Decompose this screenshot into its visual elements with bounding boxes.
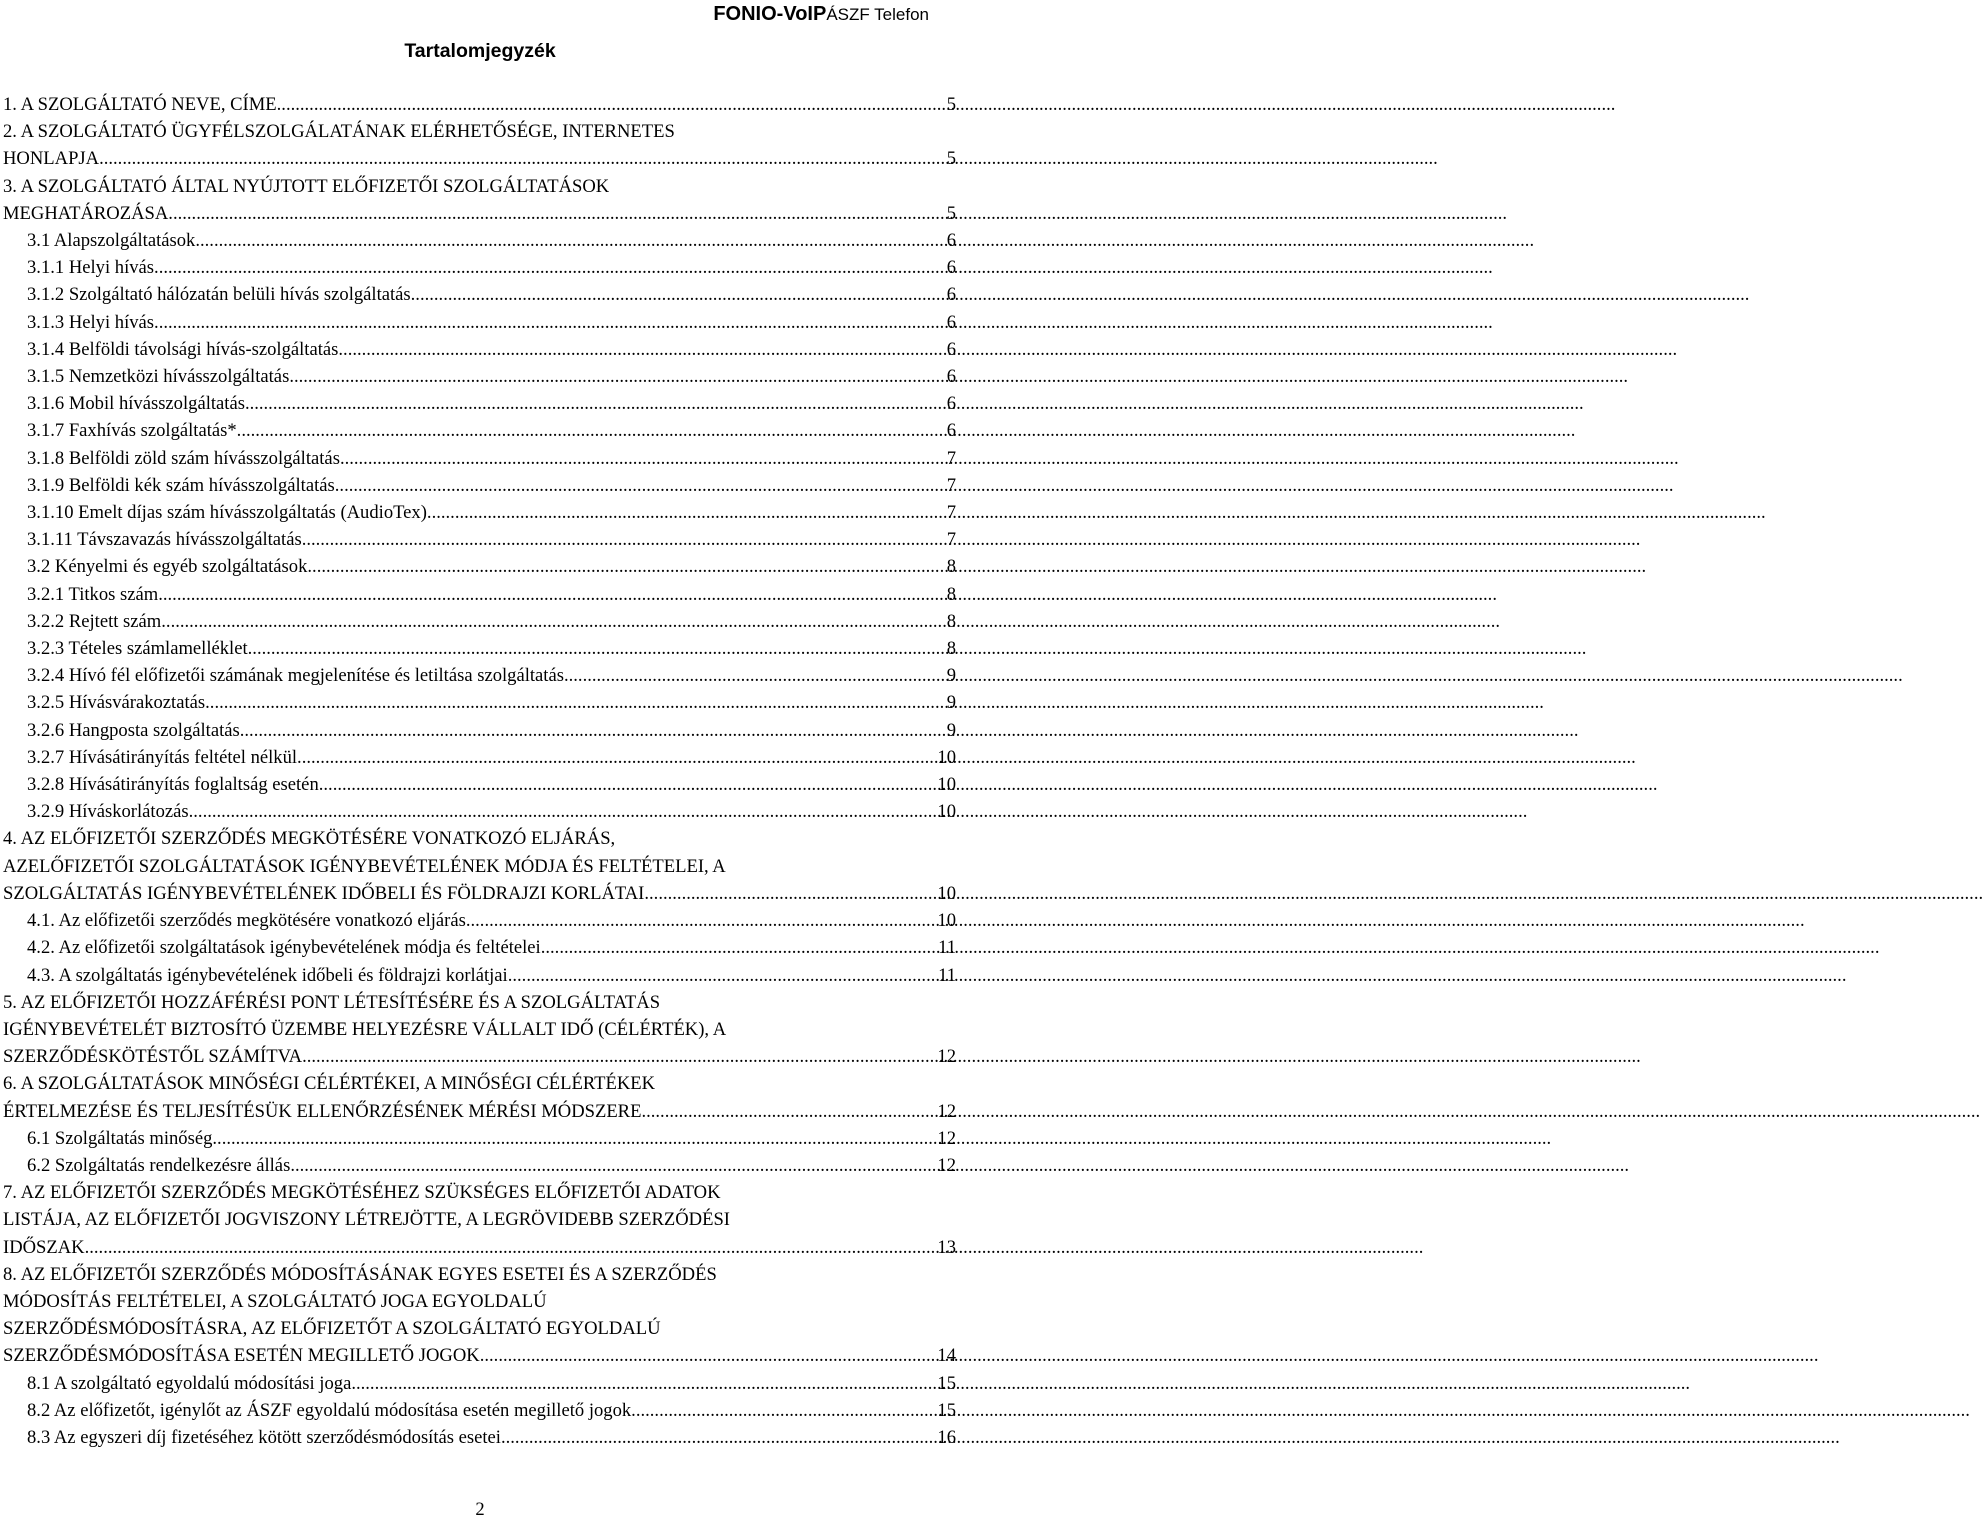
toc-entry-title: 3.1.8 Belföldi zöld szám hívásszolgáltatás: [27, 447, 340, 469]
toc-entry-page: 11: [938, 937, 956, 959]
toc-entry-title: SZERZŐDÉSMÓDOSÍTÁSA ESETÉN MEGILLETŐ JOGOK: [3, 1345, 480, 1367]
toc-entry-text-line: 4. AZ ELŐFIZETŐI SZERZŐDÉS MEGKÖTÉSÉRE VONATKOZÓ ELJÁRÁS,: [3, 828, 616, 850]
toc-entry-page: 6: [946, 366, 956, 388]
dot-leader: [564, 662, 947, 689]
toc-entry[interactable]: [3, 771, 956, 798]
toc-entry-text-line: LISTÁJA, AZ ELŐFIZETŐI JOGVISZONY LÉTREJÖTTE, A LEGRÖVIDEBB SZERZŐDÉSI: [3, 1209, 730, 1231]
toc-entry-title: HONLAPJA: [3, 148, 100, 170]
toc-entry-page: 8: [946, 638, 956, 660]
toc-entry-text-line: SZERZŐDÉSMÓDOSÍTÁSRA, AZ ELŐFIZETŐT A SZOLGÁLTATÓ EGYOLDALÚ: [3, 1318, 661, 1340]
toc-entry-title: 3.2.1 Titkos szám: [27, 583, 159, 605]
toc-entry-title: SZERZŐDÉSKÖTÉSTŐL SZÁMÍTVA: [3, 1046, 303, 1068]
toc-entry-title: MEGHATÁROZÁSA: [3, 202, 169, 224]
toc-entry[interactable]: [3, 91, 956, 118]
header-brand: FONIO-VoIP: [713, 3, 827, 25]
toc-entry-text-line: 6. A SZOLGÁLTATÁSOK MINŐSÉGI CÉLÉRTÉKEI, A MINŐSÉGI CÉLÉRTÉKEK: [3, 1073, 656, 1095]
dot-leader: [289, 363, 946, 390]
dot-leader: [205, 689, 947, 716]
toc-entry-title: ÉRTELMEZÉSE ÉS TELJESÍTÉSÜK ELLENŐRZÉSÉNEK MÉRÉSI MÓDSZERE: [3, 1100, 642, 1122]
dot-leader: [541, 934, 938, 961]
running-header: [713, 3, 929, 26]
toc-entry-page: 8: [946, 583, 956, 605]
toc-entry-page: 10: [937, 882, 956, 904]
dot-leader: [411, 281, 947, 308]
toc-entry-title: IDŐSZAK: [3, 1236, 85, 1258]
toc-entry[interactable]: [3, 662, 956, 689]
toc-entry-title: 4.2. Az előfizetői szolgáltatások igénybevételének módja és feltételei: [27, 937, 541, 959]
toc-entry-text-line: IGÉNYBEVÉTELÉT BIZTOSÍTÓ ÜZEMBE HELYEZÉSRE VÁLLALT IDŐ (CÉLÉRTÉK), A: [3, 1018, 727, 1040]
toc-entry-page: 12: [937, 1046, 956, 1068]
toc-entry[interactable]: [3, 962, 956, 989]
toc-entry-page: 6: [946, 230, 956, 252]
toc-entry-page: 5: [946, 202, 956, 224]
toc-entry-page: 12: [937, 1100, 956, 1122]
toc-entry-text-line: 5. AZ ELŐFIZETŐI HOZZÁFÉRÉSI PONT LÉTESÍTÉSÉRE ÉS A SZOLGÁLTATÁS: [3, 991, 661, 1013]
toc-entry-page: 6: [946, 420, 956, 442]
toc-entry-page: 14: [937, 1345, 956, 1367]
toc-entry-page: 10: [937, 774, 956, 796]
toc-entry[interactable]: [3, 1098, 956, 1125]
dot-leader: [307, 553, 946, 580]
toc-entry-title: 3.2.7 Hívásátirányítás feltétel nélkül: [27, 746, 298, 768]
toc-entry-page: 10: [937, 801, 956, 823]
dot-leader: [480, 1342, 938, 1369]
toc-entry-title: 6.2 Szolgáltatás rendelkezésre állás: [27, 1154, 291, 1176]
dot-leader: [277, 91, 947, 118]
toc-entry[interactable]: [3, 390, 956, 417]
toc-entry[interactable]: [3, 1152, 956, 1179]
toc-entry[interactable]: [3, 689, 956, 716]
toc-entry[interactable]: [3, 145, 956, 172]
toc-entry-title: 3.1.6 Mobil hívásszolgáltatás: [27, 393, 245, 415]
dot-leader: [466, 907, 938, 934]
dot-leader: [154, 254, 947, 281]
toc-entry-page: 7: [946, 502, 956, 524]
toc-entry-title: 3.1.1 Helyi hívás: [27, 257, 155, 279]
dot-leader: [501, 1424, 937, 1451]
toc-entry-title: 4.3. A szolgáltatás igénybevételének időbeli és földrajzi korlátjai: [27, 964, 508, 986]
dot-leader: [212, 1125, 937, 1152]
dot-leader: [351, 1370, 937, 1397]
dot-leader: [189, 798, 938, 825]
toc-entry-page: 12: [937, 1154, 956, 1176]
toc-entry-title: 3.1.5 Nemzetközi hívásszolgáltatás: [27, 366, 290, 388]
toc-entry[interactable]: [3, 1397, 956, 1424]
toc-entry-page: 7: [946, 447, 956, 469]
toc-entry[interactable]: [3, 581, 956, 608]
toc-entry[interactable]: [3, 309, 956, 336]
dot-leader: [168, 200, 946, 227]
dot-leader: [631, 1397, 937, 1424]
toc-entry-title: 3.2.3 Tételes számlamelléklet: [27, 638, 248, 660]
toc-entry-page: 6: [946, 311, 956, 333]
toc-entry-page: 15: [937, 1372, 956, 1394]
toc-entry[interactable]: [3, 1342, 956, 1369]
toc-entry-title: 3.2.8 Hívásátirányítás foglaltság esetén: [27, 774, 319, 796]
toc-entry-title: 3.1.10 Emelt díjas szám hívásszolgáltatás (AudioTex): [27, 502, 427, 524]
dot-leader: [99, 145, 947, 172]
page-number: 2: [475, 1499, 485, 1520]
toc-entry[interactable]: [3, 553, 956, 580]
toc-entry-page: 7: [946, 474, 956, 496]
dot-leader: [641, 1098, 937, 1125]
toc-heading: Tartalomjegyzék: [404, 40, 556, 62]
toc-entry-text-line: 3. A SZOLGÁLTATÓ ÁLTAL NYÚJTOTT ELŐFIZETŐI SZOLGÁLTATÁSOK: [3, 175, 610, 197]
toc-entry[interactable]: [3, 880, 956, 907]
toc-entry-text-line: MÓDOSÍTÁS FELTÉTELEI, A SZOLGÁLTATÓ JOGA EGYOLDALÚ: [3, 1290, 547, 1312]
toc-entry[interactable]: [3, 472, 956, 499]
toc-entry-title: 8.1 A szolgáltató egyoldalú módosítási joga: [27, 1372, 352, 1394]
table-of-contents: [3, 91, 956, 1451]
toc-entry[interactable]: [3, 281, 956, 308]
toc-entry-text-line: 7. AZ ELŐFIZETŐI SZERZŐDÉS MEGKÖTÉSÉHEZ SZÜKSÉGES ELŐFIZETŐI ADATOK: [3, 1182, 721, 1204]
toc-entry-title: 8.3 Az egyszeri díj fizetéséhez kötött szerződésmódosítás esetei: [27, 1426, 501, 1448]
dot-leader: [302, 526, 947, 553]
toc-entry[interactable]: [3, 200, 956, 227]
dot-leader: [245, 390, 947, 417]
toc-entry-page: 16: [937, 1426, 956, 1448]
dot-leader: [338, 336, 946, 363]
toc-entry[interactable]: [3, 934, 956, 961]
toc-entry[interactable]: [3, 526, 956, 553]
toc-entry-page: 6: [946, 338, 956, 360]
toc-entry[interactable]: [3, 907, 956, 934]
toc-entry-text-line: 8. AZ ELŐFIZETŐI SZERZŐDÉS MÓDOSÍTÁSÁNAK EGYES ESETEI ÉS A SZERZŐDÉS: [3, 1263, 717, 1285]
dot-leader: [508, 962, 938, 989]
toc-entry-title: 3.1.2 Szolgáltató hálózatán belüli hívás szolgáltatás: [27, 284, 411, 306]
toc-entry-page: 7: [946, 529, 956, 551]
toc-entry-title: 3.2.9 Híváskorlátozás: [27, 801, 189, 823]
dot-leader: [340, 445, 947, 472]
toc-entry[interactable]: [3, 1125, 956, 1152]
dot-leader: [297, 744, 937, 771]
toc-entry-title: 4.1. Az előfizetői szerződés megkötésére vonatkozó eljárás: [27, 910, 466, 932]
dot-leader: [237, 417, 947, 444]
toc-entry-title: 6.1 Szolgáltatás minőség: [27, 1127, 213, 1149]
toc-entry-page: 9: [946, 692, 956, 714]
toc-entry-page: 10: [937, 746, 956, 768]
dot-leader: [319, 771, 938, 798]
toc-entry-title: 3.2.4 Hívó fél előfizetői számának megjelenítése és letiltása szolgáltatás: [27, 665, 564, 687]
toc-entry-page: 6: [946, 284, 956, 306]
dot-leader: [248, 635, 947, 662]
toc-entry-page: 5: [946, 94, 956, 115]
toc-entry-title: 3.1.11 Távszavazás hívásszolgáltatás: [27, 529, 302, 551]
toc-entry-title: 3.1 Alapszolgáltatások: [27, 230, 196, 252]
toc-entry-page: 11: [938, 964, 956, 986]
toc-entry-page: 8: [946, 556, 956, 578]
toc-entry-page: 10: [937, 910, 956, 932]
toc-entry-title: 3.1.4 Belföldi távolsági hívás-szolgáltatás: [27, 338, 339, 360]
toc-entry[interactable]: [3, 608, 956, 635]
toc-entry-title: 3.1.7 Faxhívás szolgáltatás*: [27, 420, 237, 442]
toc-entry-page: 12: [937, 1127, 956, 1149]
toc-entry-page: 6: [946, 393, 956, 415]
toc-entry-page: 9: [946, 719, 956, 741]
toc-entry[interactable]: [3, 1424, 956, 1451]
toc-entry[interactable]: [3, 417, 956, 444]
toc-entry[interactable]: [3, 1370, 956, 1397]
dot-leader: [302, 1043, 937, 1070]
toc-entry-page: 15: [937, 1399, 956, 1421]
toc-entry-title: 3.2 Kényelmi és egyéb szolgáltatások: [27, 556, 308, 578]
toc-entry-page: 8: [946, 610, 956, 632]
toc-entry-page: 6: [946, 257, 956, 279]
toc-entry[interactable]: [3, 798, 956, 825]
toc-entry-title: SZOLGÁLTATÁS IGÉNYBEVÉTELÉNEK IDŐBELI ÉS FÖLDRAJZI KORLÁTAI: [3, 882, 645, 904]
toc-entry-text-line: AZELŐFIZETŐI SZOLGÁLTATÁSOK IGÉNYBEVÉTELÉNEK MÓDJA ÉS FELTÉTELEI, A: [3, 855, 726, 877]
dot-leader: [158, 581, 946, 608]
toc-entry[interactable]: [3, 227, 956, 254]
toc-entry-title: 3.2.5 Hívásvárakoztatás: [27, 692, 206, 714]
toc-entry-page: 13: [937, 1236, 956, 1258]
dot-leader: [154, 309, 947, 336]
dot-leader: [290, 1152, 937, 1179]
dot-leader: [85, 1234, 938, 1261]
toc-entry[interactable]: [3, 363, 956, 390]
toc-entry[interactable]: [3, 445, 956, 472]
toc-entry-title: 3.2.2 Rejtett szám: [27, 610, 162, 632]
toc-entry[interactable]: [3, 499, 956, 526]
toc-entry-page: 9: [946, 665, 956, 687]
toc-entry-text-line: 2. A SZOLGÁLTATÓ ÜGYFÉLSZOLGÁLATÁNAK ELÉRHETŐSÉGE, INTERNETES: [3, 121, 675, 143]
toc-entry-title: 3.1.9 Belföldi kék szám hívásszolgáltatás: [27, 474, 335, 496]
toc-entry[interactable]: [3, 1043, 956, 1070]
toc-entry[interactable]: [3, 254, 956, 281]
dot-leader: [161, 608, 946, 635]
toc-entry-page: 5: [946, 148, 956, 170]
toc-entry-title: 1. A SZOLGÁLTATÓ NEVE, CÍME: [3, 94, 277, 115]
dot-leader: [335, 472, 947, 499]
toc-entry-title: 8.2 Az előfizetőt, igénylőt az ÁSZF egyoldalú módosítása esetén megillető jogok: [27, 1399, 632, 1421]
dot-leader: [240, 717, 947, 744]
dot-leader: [195, 227, 946, 254]
dot-leader: [427, 499, 947, 526]
dot-leader: [644, 880, 937, 907]
toc-entry-title: 3.1.3 Helyi hívás: [27, 311, 155, 333]
toc-entry[interactable]: [3, 1234, 956, 1261]
toc-entry[interactable]: [3, 635, 956, 662]
toc-entry[interactable]: [3, 336, 956, 363]
toc-entry[interactable]: [3, 717, 956, 744]
toc-entry[interactable]: [3, 744, 956, 771]
header-document-title: ÁSZF Telefon: [826, 5, 929, 24]
toc-entry-title: 3.2.6 Hangposta szolgáltatás: [27, 719, 240, 741]
